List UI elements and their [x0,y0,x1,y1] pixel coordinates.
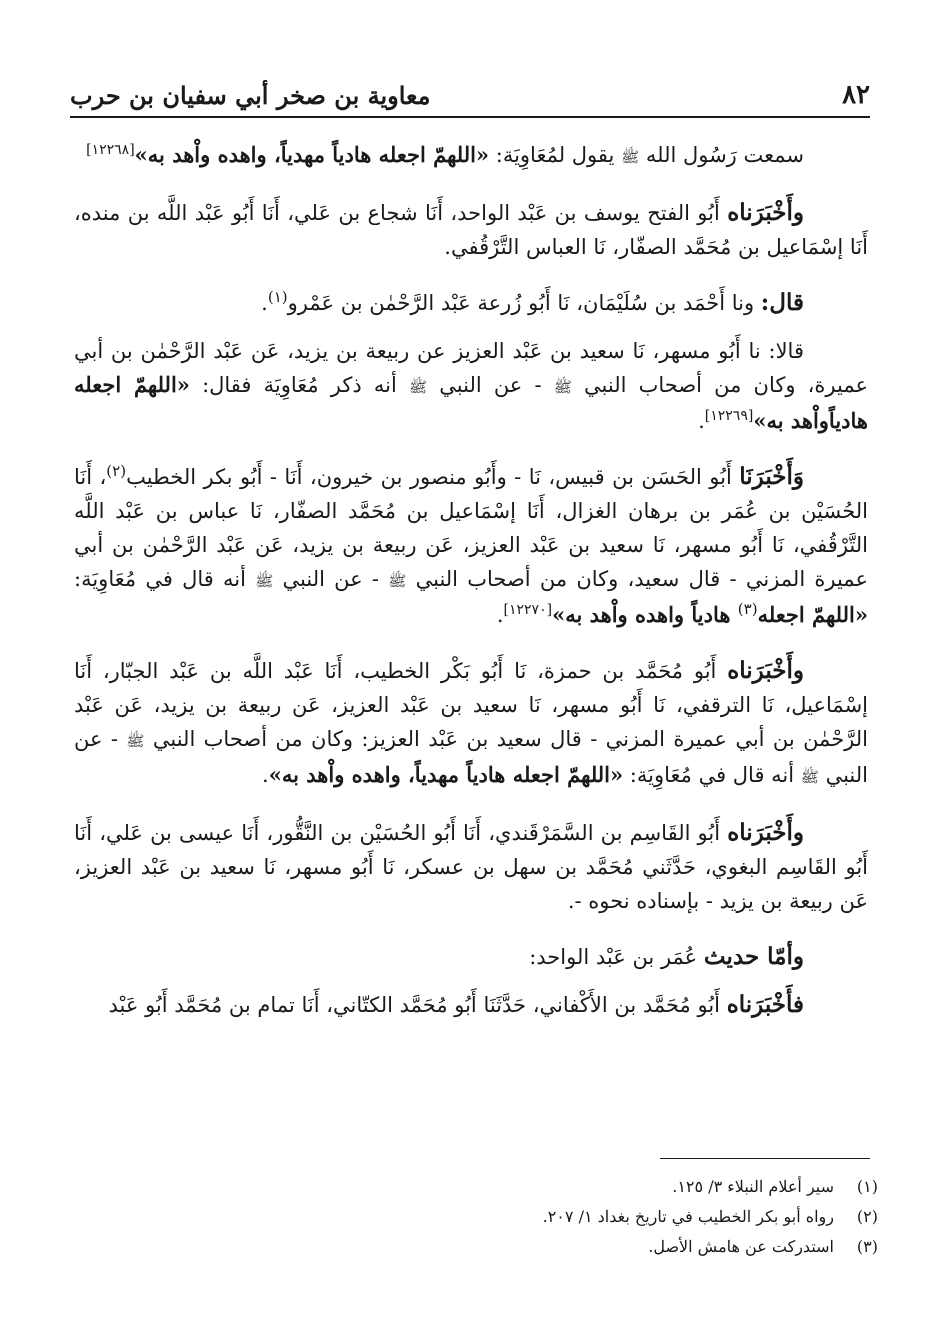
text: أَبُو الفتح يوسف بن عَبْد الواحد، أَنَا شجاع بن عَلي، أَنَا أَبُو عَبْد اللَّه بن منده، أَنَا إسْمَاعيل بن مُحَمَّد الصفّار، نَا العباس التَّرْقُفي. [74,201,868,259]
page-number: ٨٢ [842,80,870,110]
footnote-number: (٣) [856,1237,878,1256]
footnote-text: استدركت عن هامش الأصل. [648,1237,834,1256]
text: يقول لمُعَاوِيَة: [489,143,622,167]
quoted-supplication: «اللهمّ اجعله هادياً مهدياً، واهده واْهد به» [134,142,490,167]
text: عُمَر بن عَبْد الواحد: [529,945,704,969]
paragraph-lead-word: وأَخْبَرَناه [727,199,804,226]
text: أنه قال في مُعَاوِيَة: [74,567,256,591]
hadith-reference-number: [١٢٢٦٩] [704,408,754,424]
quoted-supplication: هادياً واهده واْهد به» [552,602,738,627]
paragraph-7 [74,816,868,918]
paragraph-9 [74,988,868,1022]
paragraph-lead-word: وَأَخْبَرَنَا [739,463,804,490]
footnote-number: (١) [856,1177,878,1196]
footnote-item [70,1232,878,1262]
footnote-item [70,1202,878,1232]
header-rule [70,116,870,118]
text: . [261,291,268,315]
footnote-item [70,1172,878,1202]
salla-glyph: ﷺ [408,378,428,396]
text: . [496,603,504,627]
text: أَبُو القَاسِم بن السَّمَرْقَندي، أَنَا أَبُو الحُسَيْن بن النَّقُّور، أَنَا عيسى بن عَلي، أَنَا أَبُو القَاسِم البغوي، حَدَّثَني مُحَمَّد بن سهل بن عسكر، نَا أَبُو مسهر، نَا سعيد بن عَبْد العزيز، عَن ربيعة بن يزيد - بإسناده نحوه -. [74,821,868,913]
text: . [698,409,705,433]
salla-glyph: ﷺ [800,768,819,786]
quoted-supplication: «اللهمّ اجعله هادياً مهدياً، واهده واْهد به» [268,762,624,787]
paragraph-lead-word: قال: [760,289,804,316]
text: . [262,763,269,787]
footnote-text: رواه أبو بكر الخطيب في تاريخ بغداد ١/ ٢٠٧. [542,1207,834,1226]
paragraph-8 [74,940,868,974]
paragraph-5 [74,460,868,632]
text: أَبُو مُحَمَّد بن حمزة، نَا أَبُو بَكْر الخطيب، أَنَا عَبْد اللَّه بن عَبْد الجبّار، أَنَا إسْمَاعيل، نَا الترقفي، نَا أَبُو مسهر، نَا سعيد بن عَبْد العزيز، عَن ربيعة بن يزيد، عَن عَبْد الرَّحْمٰن بن أبي عميرة المزني - قال سعيد بن عَبْد العزيز: وكان من أصحاب النبي [74,659,869,751]
footnote-marker[interactable]: (٢) [106,462,127,480]
footnote-rule [660,1158,870,1159]
paragraph-4 [74,334,868,438]
salla-glyph: ﷺ [621,148,640,166]
hadith-reference-number: [١٢٢٦٨] [86,142,135,158]
running-title: معاوية بن صخر أبي سفيان بن حرب [70,81,431,110]
text: - عن النبي [74,727,868,787]
salla-glyph: ﷺ [255,572,274,590]
paragraph-lead-word: وأمّا حديث [703,943,804,970]
text: سمعت رَسُول الله [639,143,804,167]
paragraph-lead-word: فأَخْبَرَناه [726,991,804,1018]
paragraph-3 [74,286,868,320]
text: ، أَنَا الحُسَيْن بن عُمَر بن برهان الغزال، أَنَا إسْمَاعيل بن مُحَمَّد الصفّار، نَا عباس بن عَبْد اللَّه التَّرْقُفي، نَا أَبُو مسهر، نَا سعيد بن عَبْد العزيز، عَن ربيعة بن يزيد، عَن عَبْد الرَّحْمٰن بن أبي عميرة المزني - قال سعيد، وكان من أصحاب النبي [74,465,868,591]
text: أَبُو مُحَمَّد بن الأَكْفاني، حَدَّثَنَا أَبُو مُحَمَّد الكتّاني، أَنَا تمام بن مُحَمَّد أَبُو عَبْد [108,993,727,1017]
paragraph-2 [74,196,868,264]
paragraph-lead-word: وأَخْبَرَناه [727,819,804,846]
text: أَبُو الحَسَن بن قبيس، نَا - وأَبُو منصور بن خيرون، أَنَا - أَبُو بكر الخطيب [126,465,740,489]
page-body [74,138,868,1044]
text: ونا أَحْمَد بن سُلَيْمَان، نَا أَبُو زُرعة عَبْد الرَّحْمٰن بن عَمْرو [287,291,761,315]
quoted-supplication: «اللهمّ اجعله هادياًواْهد به» [74,372,868,433]
quoted-supplication: «اللهمّ اجعله [757,602,868,627]
text: أنه قال في مُعَاوِيَة: [623,763,801,787]
hadith-reference-number: [١٢٢٧٠] [503,602,553,618]
text: قالا: نا أَبُو مسهر، نَا سعيد بن عَبْد العزيز عن ربيعة بن يزيد، عَن عَبْد الرَّحْمٰن بن أبي عميرة، وكان من أصحاب النبي [74,339,869,397]
page-header [70,58,870,108]
text: - عن النبي [273,567,389,591]
salla-glyph: ﷺ [553,378,572,396]
footnote-number: (٢) [856,1207,878,1226]
paragraph-6 [74,654,868,794]
salla-glyph: ﷺ [126,732,145,750]
paragraph-1 [74,138,868,174]
footnotes [70,1172,878,1262]
salla-glyph: ﷺ [388,572,407,590]
footnote-text: سير أعلام النبلاء ٣/ ١٢٥. [672,1177,834,1196]
footnote-marker[interactable]: (٣) [737,600,758,618]
text: أنه ذكر مُعَاوِيَة فقال: [189,373,409,397]
text: - عن النبي [427,373,554,397]
footnote-marker[interactable]: (١) [267,288,288,306]
paragraph-lead-word: وأَخْبَرَناه [727,657,804,684]
